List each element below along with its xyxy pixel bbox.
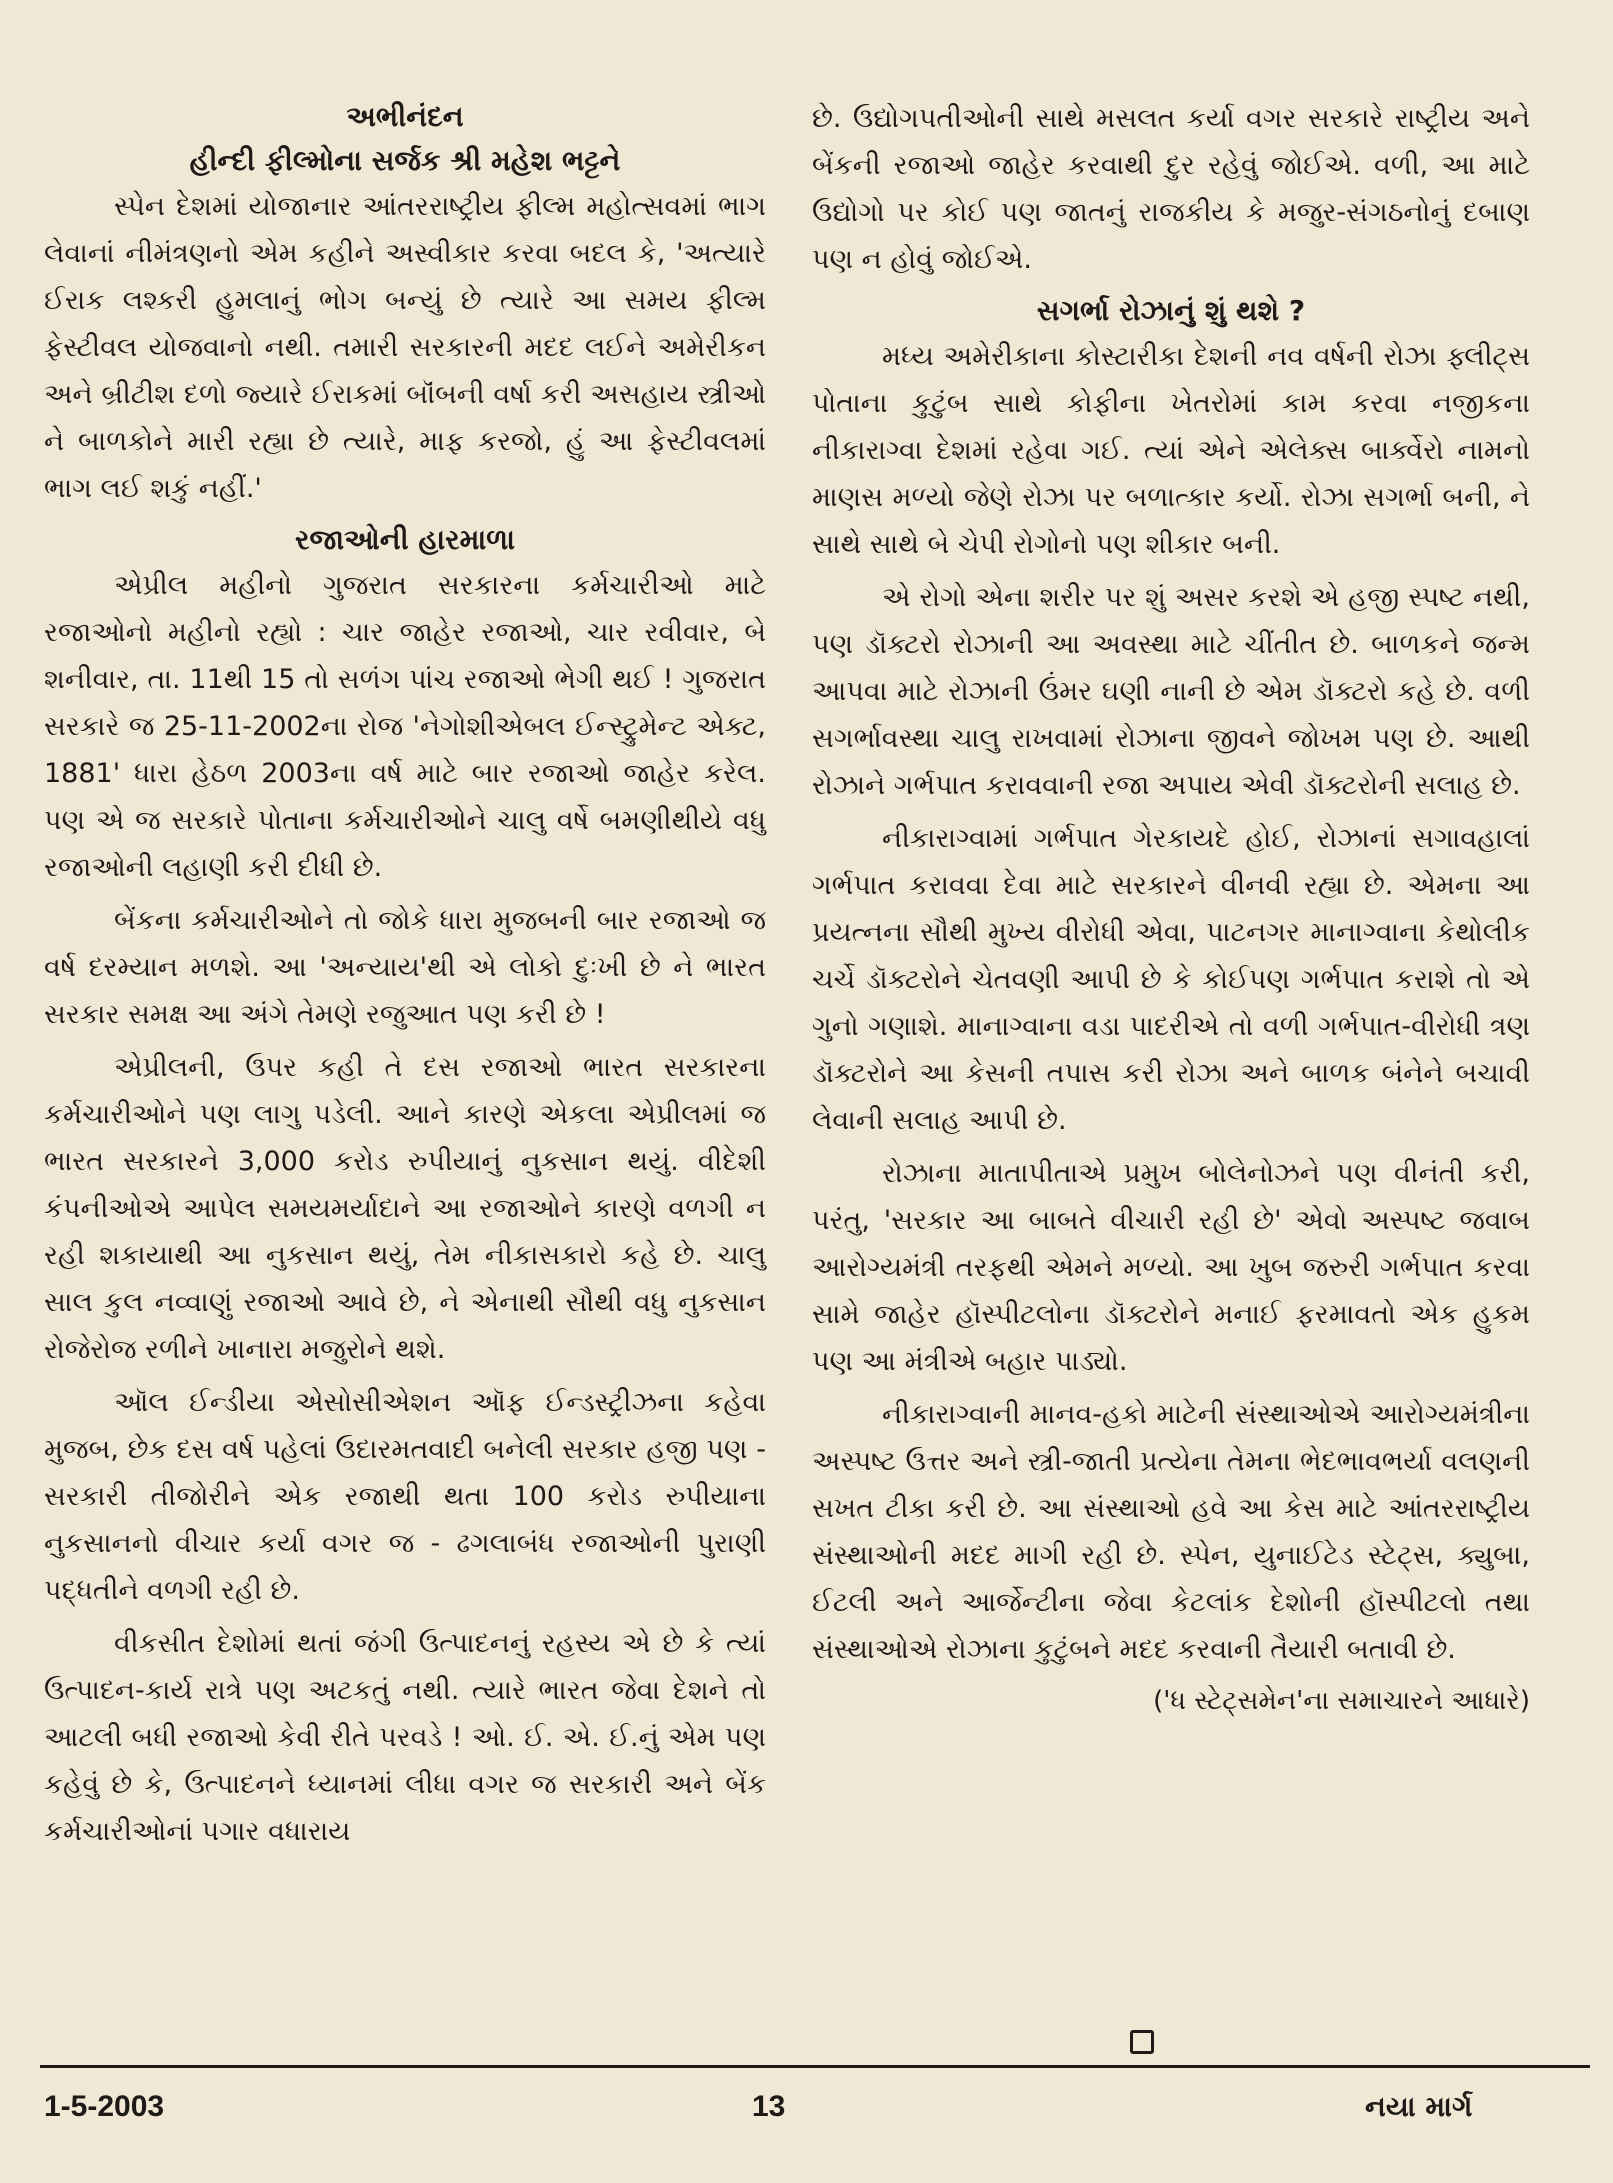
left-column — [44, 95, 766, 1861]
end-square-icon — [1130, 2030, 1154, 2054]
paragraph: એ રોગો એના શરીર પર શું અસર કરશે એ હજી સ્પષ્ટ નથી, પણ ડૉક્ટરો રોઝાની આ અવસ્થા માટે ચીંતીત છે. બાળકને જન્મ આપવા માટે રોઝાની ઉંમર ઘણી નાની છે એમ ડૉક્ટરો કહે છે. વળી સગર્ભાવસ્થા ચાલુ રાખવામાં રોઝાના જીવને જોખમ પણ છે. આથી રોઝાને ગર્ભપાત કરાવવાની રજા અપાય એવી ડૉક્ટરોની સલાહ છે. — [812, 582, 1530, 801]
paragraph: એપ્રીલ મહીનો ગુજરાત સરકારના કર્મચારીઓ માટે રજાઓનો મહીનો રહ્યો : ચાર જાહેર રજાઓ, ચાર રવીવાર, બે શનીવાર, તા. 11થી 15 તો સળંગ પાંચ રજાઓ ભેગી થઈ ! ગુજરાત સરકારે જ 25-11-2002ના રોજ 'નેગોશીએબલ ઈન્સ્ટ્રુમેન્ટ એક્ટ, 1881' ધારા હેઠળ 2003ના વર્ષ માટે બાર રજાઓ જાહેર કરેલ. પણ એ જ સરકારે પોતાના કર્મચારીઓને ચાલુ વર્ષે બમણીથીયે વધુ રજાઓની લહાણી કરી દીધી છે. — [44, 570, 766, 883]
footer-rule — [40, 2065, 1590, 2068]
paragraph: નીકારાગ્વામાં ગર્ભપાત ગેરકાયદે હોઈ, રોઝાનાં સગાવહાલાં ગર્ભપાત કરાવવા દેવા માટે સરકારને વીનવી રહ્યા છે. એમના આ પ્રયત્નના સૌથી મુખ્ય વીરોધી એવા, પાટનગર માનાગ્વાના કેથોલીક ચર્ચે ડૉક્ટરોને ચેતવણી આપી છે કે કોઈપણ ગર્ભપાત કરાશે તો એ ગુનો ગણાશે. માનાગ્વાના વડા પાદરીએ તો વળી ગર્ભપાત-વીરોધી ત્રણ ડૉક્ટરોને આ કેસની તપાસ કરી રોઝા અને બાળક બંનેને બચાવી લેવાની સલાહ આપી છે. — [812, 823, 1530, 1136]
paragraph: નીકારાગ્વાની માનવ-હકો માટેની સંસ્થાઓએ આરોગ્યમંત્રીના અસ્પષ્ટ ઉત્તર અને સ્ત્રી-જાતી પ્રત્યેના તેમના ભેદભાવભર્યા વલણની સખત ટીકા કરી છે. આ સંસ્થાઓ હવે આ કેસ માટે આંતરરાષ્ટ્રીય સંસ્થાઓની મદદ માગી રહી છે. સ્પેન, યુનાઈટેડ સ્ટેટ્સ, ક્યુબા, ઈટલી અને આર્જેન્ટીના જેવા કેટલાંક દેશોની હૉસ્પીટલો તથા સંસ્થાઓએ રોઝાના કુટુંબને મદદ કરવાની તૈયારી બતાવી છે. — [812, 1399, 1530, 1665]
paragraph: છે. ઉદ્યોગપતીઓની સાથે મસલત કર્યા વગર સરકારે રાષ્ટ્રીય અને બેંકની રજાઓ જાહેર કરવાથી દુર રહેવું જોઈએ. વળી, આ માટે ઉદ્યોગો પર કોઈ પણ જાતનું રાજકીય કે મજુર-સંગઠનોનું દબાણ પણ ન હોવું જોઈએ. — [812, 103, 1530, 275]
paragraph: વીકસીત દેશોમાં થતાં જંગી ઉત્પાદનનું રહસ્ય એ છે કે ત્યાં ઉત્પાદન-કાર્ય રાત્રે પણ અટકતું નથી. ત્યારે ભારત જેવા દેશને તો આટલી બધી રજાઓ કેવી રીતે પરવડે ! ઓ. ઈ. એ. ઈ.નું એમ પણ કહેવું છે કે, ઉત્પાદનને ધ્યાનમાં લીધા વગર જ સરકારી અને બેંક કર્મચારીઓનાં પગાર વધારાય — [44, 1628, 766, 1847]
paragraph: રોઝાના માતાપીતાએ પ્રમુખ બોલેનોઝને પણ વીનંતી કરી, પરંતુ, 'સરકાર આ બાબતે વીચારી રહી છે' એવો અસ્પષ્ટ જવાબ આરોગ્યમંત્રી તરફથી એમને મળ્યો. આ ખુબ જરુરી ગર્ભપાત કરવા સામે જાહેર હૉસ્પીટલોના ડૉક્ટરોને મનાઈ ફરમાવતો એક હુકમ પણ આ મંત્રીએ બહાર પાડ્યો. — [812, 1158, 1530, 1377]
page-number: 13 — [752, 2090, 786, 2123]
paragraph: સ્પેન દેશમાં યોજાનાર આંતરરાષ્ટ્રીય ફીલ્મ મહોત્સવમાં ભાગ લેવાનાં નીમંત્રણનો એમ કહીને અસ્વીકાર કરવા બદલ કે, 'અત્યારે ઈરાક લશ્કરી હુમલાનું ભોગ બન્યું છે ત્યારે આ સમય ફીલ્મ ફેસ્ટીવલ યોજવાનો નથી. તમારી સરકારની મદદ લઈને અમેરીકન અને બ્રીટીશ દળો જ્યારે ઈરાકમાં બૉંબની વર્ષા કરી અસહાય સ્ત્રીઓ ને બાળકોને મારી રહ્યા છે ત્યારે, માફ કરજો, હું આ ફેસ્ટીવલમાં ભાગ લઈ શકું નહીં.' — [44, 191, 766, 504]
paragraph: મધ્ય અમેરીકાના કોસ્ટારીકા દેશની નવ વર્ષની રોઝા ફ્લીટ્સ પોતાના કુટુંબ સાથે કોફીના ખેતરોમાં કામ કરવા નજીકના નીકારાગ્વા દેશમાં રહેવા ગઈ. ત્યાં એને એલેક્સ બાર્ક્વેરો નામનો માણસ મળ્યો જેણે રોઝા પર બળાત્કાર કર્યો. રોઝા સગર્ભા બની, ને સાથે સાથે બે ચેપી રોગોનો પણ શીકાર બની. — [812, 341, 1530, 560]
heading-mahesh-bhatt: હીન્દી ફીલ્મોના સર્જક શ્રી મહેશ ભટ્ટને — [189, 144, 621, 177]
heading-congratulations: અભીનંદન — [346, 100, 464, 133]
heading-holidays: રજાઓની હારમાળા — [295, 523, 515, 556]
right-column — [812, 95, 1530, 1723]
paragraph: બેંકના કર્મચારીઓને તો જોકે ધારા મુજબની બાર રજાઓ જ વર્ષ દરમ્યાન મળશે. આ 'અન્યાય'થી એ લોકો દુઃખી છે ને ભારત સરકાર સમક્ષ આ અંગે તેમણે રજુઆત પણ કરી છે ! — [44, 905, 766, 1030]
magazine-name: નયા માર્ગ — [1365, 2090, 1473, 2123]
paragraph: એપ્રીલની, ઉપર કહી તે દસ રજાઓ ભારત સરકારના કર્મચારીઓને પણ લાગુ પડેલી. આને કારણે એકલા એપ્રીલમાં જ ભારત સરકારને 3,000 કરોડ રુપીયાનું નુકસાન થયું. વીદેશી કંપનીઓએ આપેલ સમયમર્યાદાને આ રજાઓને કારણે વળગી ન રહી શકાયાથી આ નુકસાન થયું, તેમ નીકાસકારો કહે છે. ચાલુ સાલ કુલ નવ્વાણું રજાઓ આવે છે, ને એનાથી સૌથી વધુ નુકસાન રોજેરોજ રળીને ખાનારા મજુરોને થશે. — [44, 1052, 766, 1365]
source-credit: ('ધ સ્ટેટ્સમેન'ના સમાચારને આધારે) — [1153, 1686, 1530, 1716]
paragraph: ઑલ ઈન્ડીયા એસોસીએશન ઑફ ઈન્ડસ્ટ્રીઝના કહેવા મુજબ, છેક દસ વર્ષ પહેલાં ઉદારમતવાદી બનેલી સરકાર હજી પણ - સરકારી તીજોરીને એક રજાથી થતા 100 કરોડ રુપીયાના નુકસાનનો વીચાર કર્યા વગર જ - ઢગલાબંધ રજાઓની પુરાણી પદ્ધતીને વળગી રહી છે. — [44, 1387, 766, 1606]
heading-pregnant-rosa: સગર્ભા રોઝાનું શું થશે ? — [1036, 294, 1306, 327]
issue-date: 1-5-2003 — [44, 2090, 165, 2123]
